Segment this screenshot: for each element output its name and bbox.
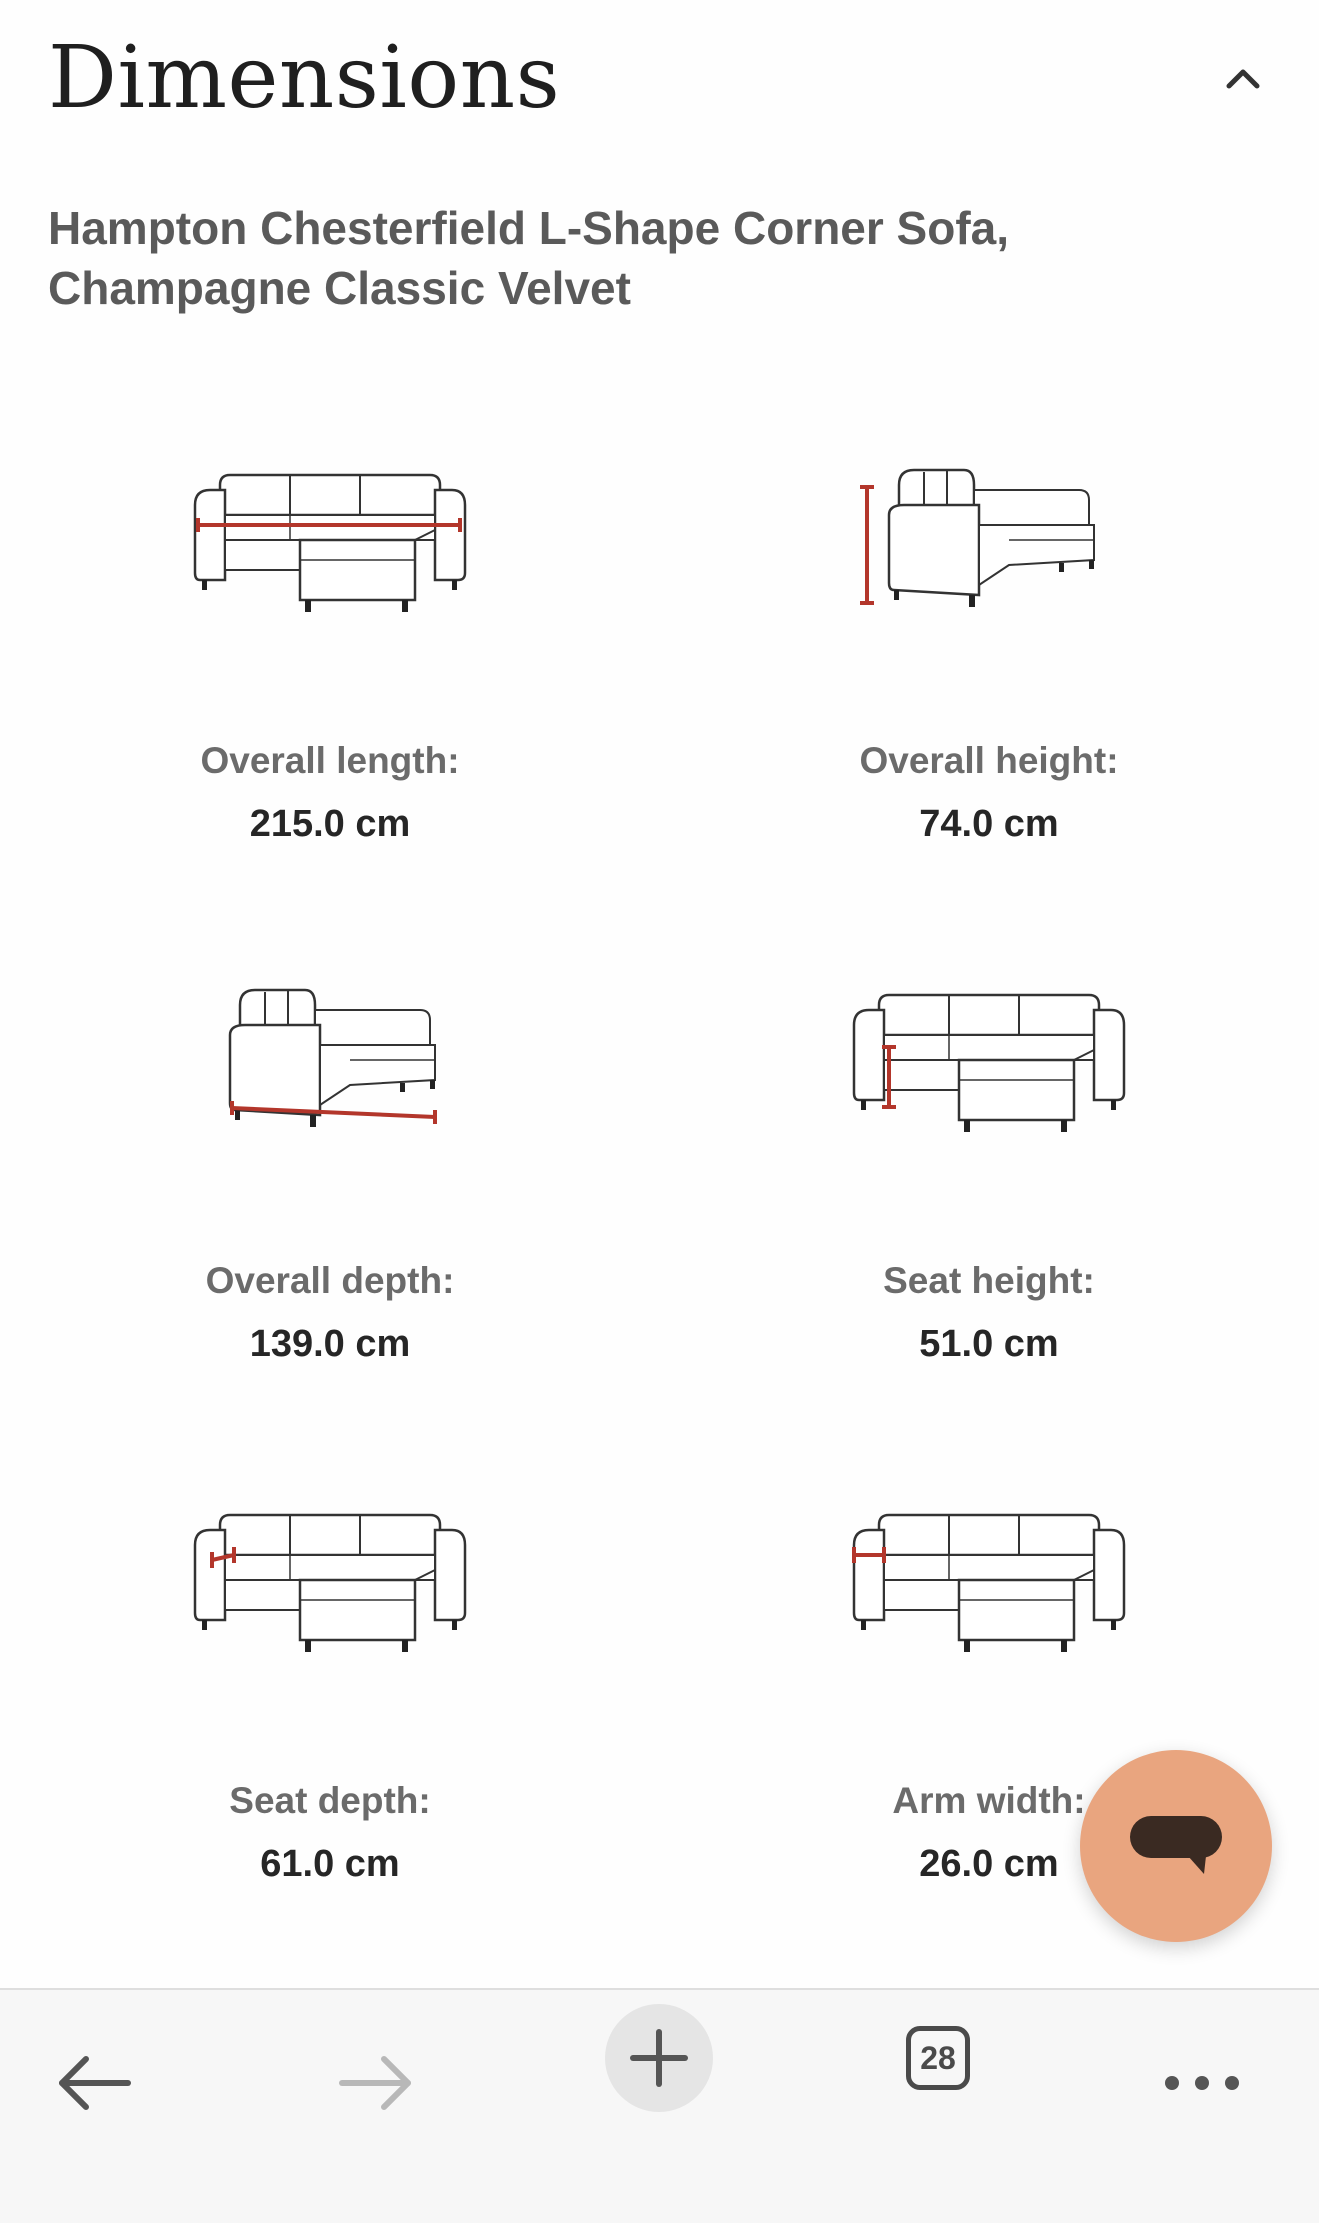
sofa-arm-width-icon <box>849 1485 1129 1675</box>
dimension-overall-depth <box>0 915 660 1435</box>
browser-toolbar <box>0 1988 1319 2223</box>
sofa-height-icon <box>849 445 1129 635</box>
dimension-label: Overall height: <box>859 740 1119 781</box>
dimension-label: Overall length: <box>200 740 460 781</box>
chat-button[interactable] <box>1080 1750 1272 1942</box>
dimension-value: 26.0 cm <box>919 1843 1059 1885</box>
sofa-seat-depth-icon <box>190 1485 470 1675</box>
dimension-label: Arm width: <box>892 1780 1086 1821</box>
product-name: Hampton Chesterfield L-Shape Corner Sofa, Champagne Classic Velvet <box>48 202 1010 314</box>
dimension-value: 74.0 cm <box>919 803 1059 845</box>
sofa-seat-height-icon <box>849 965 1129 1155</box>
more-button[interactable] <box>1150 2028 1260 2138</box>
forward-button[interactable] <box>320 2028 430 2138</box>
dimension-overall-height <box>659 395 1319 915</box>
dimension-label: Overall depth: <box>205 1260 455 1301</box>
sofa-length-icon <box>190 445 470 635</box>
dimension-value: 51.0 cm <box>919 1323 1059 1365</box>
page-title: Dimensions <box>48 28 561 128</box>
arrow-left-icon <box>40 2028 150 2138</box>
dimension-seat-height <box>659 915 1319 1435</box>
sofa-depth-icon <box>190 965 470 1155</box>
tabs-icon[interactable]: 28 <box>906 2026 970 2090</box>
chat-bubble-icon <box>1126 1810 1226 1890</box>
dimensions-header[interactable] <box>48 20 1271 140</box>
chevron-up-icon[interactable] <box>1215 50 1271 106</box>
dimension-label: Seat height: <box>883 1260 1095 1301</box>
more-icon <box>1150 2028 1260 2138</box>
arrow-right-icon <box>320 2028 430 2138</box>
dimension-value: 215.0 cm <box>249 803 411 845</box>
dimension-label: Seat depth: <box>229 1780 431 1821</box>
back-button[interactable] <box>40 2028 150 2138</box>
new-tab-button[interactable] <box>605 2004 713 2112</box>
dimension-seat-depth <box>0 1435 660 1955</box>
dimension-value: 139.0 cm <box>249 1323 411 1365</box>
dimension-overall-length <box>0 395 660 915</box>
plus-icon <box>605 2004 713 2112</box>
dimension-value: 61.0 cm <box>260 1843 400 1885</box>
